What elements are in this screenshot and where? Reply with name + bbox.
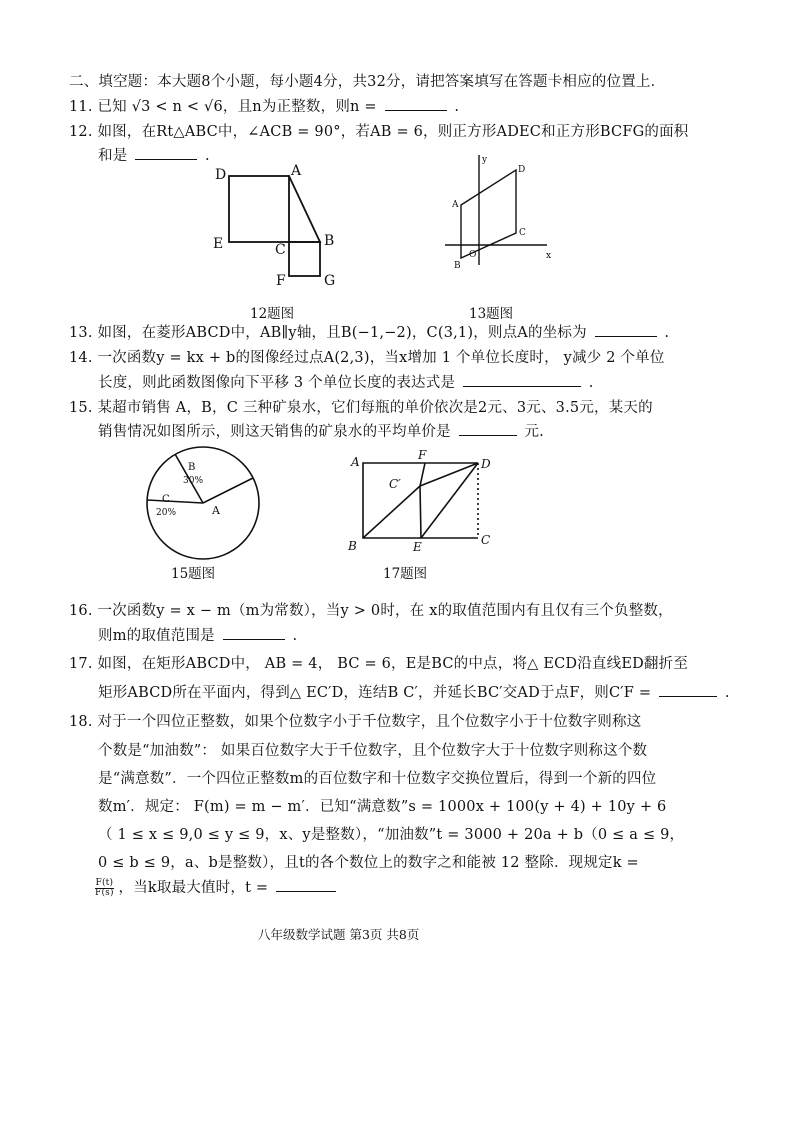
label-E: E <box>213 236 224 252</box>
question-number: 17. <box>69 656 93 672</box>
question-12-cont: 和是 . <box>98 144 210 165</box>
label-A: A <box>351 455 360 469</box>
label-O: O <box>469 250 477 260</box>
figure-15-caption: 15题图 <box>171 566 216 582</box>
question-number: 15. <box>69 400 93 416</box>
label-F: F <box>276 273 286 288</box>
question-15-cont: 销售情况如图所示，则这天销售的矿泉水的平均单价是 元. <box>98 420 544 441</box>
label-B: B <box>324 233 335 249</box>
slice-A-label: A <box>212 504 220 517</box>
slice-B-percent: 30% <box>183 476 204 486</box>
question-17-cont: 矩形ABCD所在平面内，得到△ EC′D，连结B C′，并延长BC′交AD于点F，则C′F = . <box>98 681 730 702</box>
question-18-line4: 数m′．规定： F(m) = m − m′．已知“满意数”s = 1000x + 100(y + 4) + 10y + 6 <box>98 799 667 815</box>
label-D: D <box>215 167 227 183</box>
answer-blank[interactable] <box>135 145 197 160</box>
label-D: D <box>481 457 491 471</box>
figure-15-pie <box>142 442 264 564</box>
question-16-cont: 则m的取值范围是 . <box>98 624 297 645</box>
question-number: 11. <box>69 99 93 115</box>
label-C: C <box>275 242 286 258</box>
label-A: A <box>291 163 302 179</box>
question-18-line2: 个数是“加油数”： 如果百位数字大于千位数字，且个位数字大于十位数字则称这个数 <box>98 743 648 759</box>
slice-C-percent: 20% <box>156 508 177 518</box>
page-footer: 八年级数学试题 第3页 共8页 <box>258 927 420 942</box>
question-text: 一次函数y = x − m（m为常数），当y > 0时，在 x的取值范围内有且仅有三个负整数， <box>97 603 673 619</box>
answer-blank[interactable] <box>595 322 657 337</box>
question-text: 对于一个四位正整数，如果个位数字小于千位数字，且个位数字小于十位数字则称这 <box>97 714 642 730</box>
question-number: 12. <box>69 124 93 140</box>
figure-17-caption: 17题图 <box>383 566 428 582</box>
question-number: 14. <box>69 350 93 366</box>
question-11: 11. 已知 √3 < n < √6，且n为正整数，则n = . <box>69 95 459 116</box>
fraction-k: $\frac{F(t)}{F(s)}$ <box>95 877 114 898</box>
question-text: 如图，在矩形ABCD中， AB = 4， BC = 6，E是BC的中点，将△ ECD沿直线ED翻折至 <box>97 656 689 672</box>
question-18 <box>69 710 641 731</box>
question-15 <box>69 396 653 417</box>
question-18-line6: 0 ≤ b ≤ 9，a、b是整数），且t的各个数位上的数字之和能被 12 整除．现规定k = <box>98 855 639 871</box>
section-title: 二、填空题：本大题8个小题，每小题4分，共32分，请把答案填写在答题卡相应的位置上． <box>69 74 666 90</box>
question-text: 如图，在Rt△ABC中，∠ACB = 90°，若AB = 6，则正方形ADEC和正方形BCFG的面积 <box>97 124 689 140</box>
slice-B-label: B <box>188 462 196 473</box>
label-A: A <box>452 200 459 210</box>
question-number: 18. <box>69 714 93 730</box>
answer-blank[interactable] <box>659 682 717 697</box>
label-E: E <box>413 540 422 554</box>
question-18-line3: 是“满意数”．一个四位正整数m的百位数字和十位数字交换位置后，得到一个新的四位 <box>98 771 657 787</box>
question-12 <box>69 120 688 141</box>
answer-blank[interactable] <box>459 421 517 436</box>
answer-blank[interactable] <box>223 625 285 640</box>
label-D: D <box>518 165 526 175</box>
pie-divider-c-a <box>147 500 203 503</box>
axis-y-label: y <box>482 155 488 165</box>
question-number: 13. <box>69 325 93 341</box>
figure-12 <box>205 158 345 288</box>
question-text: 已知 √3 < n < √6，且n为正整数，则n = <box>97 99 377 115</box>
question-14 <box>69 346 665 367</box>
label-G: G <box>324 273 336 288</box>
answer-blank[interactable] <box>276 877 336 892</box>
figure-12-caption: 12题图 <box>250 306 295 322</box>
answer-blank[interactable] <box>385 96 447 111</box>
label-B: B <box>348 539 357 553</box>
label-B: B <box>454 261 461 270</box>
question-14-cont: 长度，则此函数图像向下平移 3 个单位长度的表达式是 . <box>98 371 594 392</box>
question-text: 某超市销售 A，B，C 三种矿泉水，它们每瓶的单价依次是2元、3元、3.5元，某天的 <box>97 400 653 416</box>
question-text: 如图，在菱形ABCD中，AB∥y轴，且B(−1,−2)，C(3,1)，则点A的坐标为 <box>97 325 587 341</box>
label-C: C <box>481 533 491 547</box>
figure-13 <box>442 150 557 270</box>
slice-C-label: C <box>162 494 170 505</box>
label-F: F <box>418 448 427 462</box>
question-13: 13. 如图，在菱形ABCD中，AB∥y轴，且B(−1,−2)，C(3,1)，则点A的坐标为 . <box>69 321 669 342</box>
question-text: 一次函数y = kx + b的图像经过点A(2,3)，当x增加 1 个单位长度时， y减少 2 个单位 <box>97 350 665 366</box>
question-16 <box>69 599 673 620</box>
question-number: 16. <box>69 603 93 619</box>
figure-13-caption: 13题图 <box>469 306 514 322</box>
label-C-prime: C′ <box>389 477 401 491</box>
figure-17 <box>343 446 498 554</box>
axis-x-label: x <box>546 251 552 261</box>
question-18-line5: （ 1 ≤ x ≤ 9,0 ≤ y ≤ 9，x、y是整数），“加油数”t = 3000 + 20a + b（0 ≤ a ≤ 9， <box>98 827 685 843</box>
question-17 <box>69 652 688 673</box>
label-C: C <box>519 228 526 238</box>
pie-divider-a-b <box>203 478 253 503</box>
answer-blank[interactable] <box>463 372 581 387</box>
question-18-line7: $\frac{F(t)}{F(s)}$ ，当k取最大值时，t = <box>95 876 339 898</box>
